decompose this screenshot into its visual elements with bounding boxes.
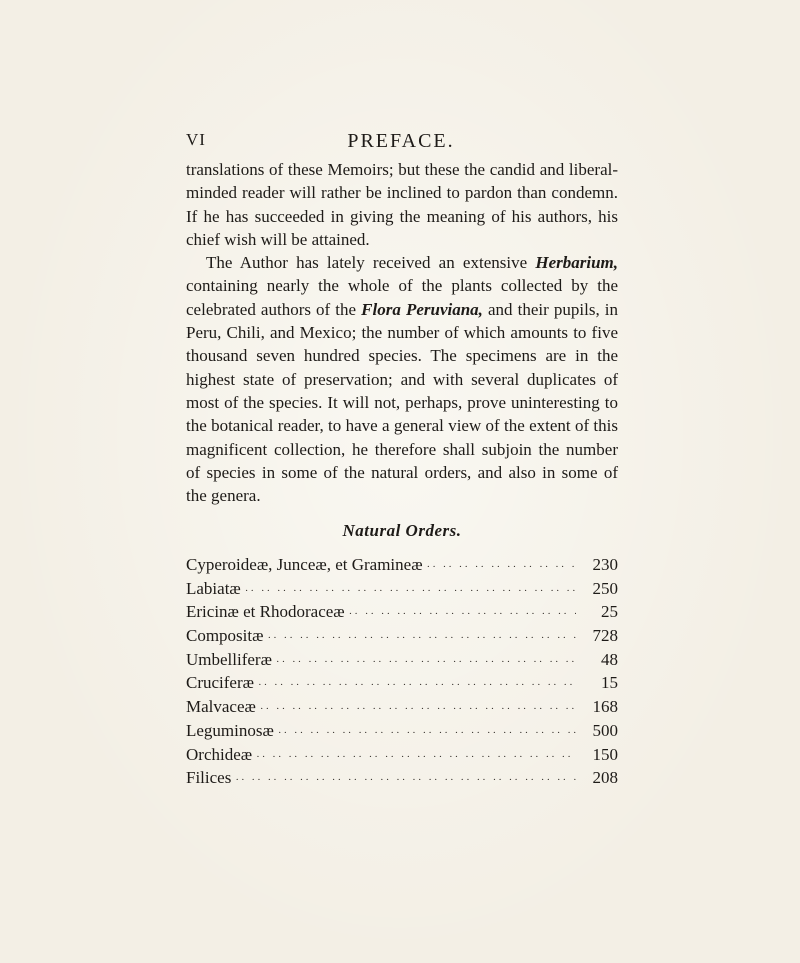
order-count: 728 (592, 626, 618, 646)
section-title: Natural Orders. (342, 521, 462, 540)
order-name: Filices (186, 768, 232, 788)
order-row (186, 648, 618, 672)
order-count: 230 (592, 555, 618, 574)
paragraph (186, 158, 618, 251)
italic-title: Flora Peruviana, (361, 299, 483, 319)
order-row (186, 743, 618, 767)
paragraph-text: containing nearly the whole of the plants collected by the celebrated authors of the (186, 276, 618, 319)
order-count: 168 (592, 697, 618, 717)
order-name: Malvaceæ (186, 697, 256, 717)
order-row (186, 695, 618, 719)
order-count: 250 (592, 578, 618, 598)
order-row (186, 577, 618, 601)
order-name: Cyperoideæ, Junceæ, et Gramineæ (186, 555, 423, 574)
order-count: 15 (601, 673, 618, 693)
natural-orders-list (186, 553, 618, 790)
order-count: 500 (592, 720, 618, 740)
page-header (186, 130, 616, 156)
order-name: Cruciferæ (186, 673, 254, 693)
paragraph-text: and their pupils, in Peru, Chili, and Mexico; the number of which amounts to five thousand seven hundred species. The specimens are in the highest state of preservation; and with several duplicates of most of the species. It will not, perhaps, prove uninteresting to the botanical reader, to have a general view of the extent of this magnificent collection, he therefore shall subjoin the number of species in some of the natural orders, and also in some of the genera. (186, 299, 619, 506)
paragraph (186, 251, 618, 507)
running-head: PREFACE. (347, 130, 455, 152)
body-text (186, 158, 618, 507)
italic-title: Herbarium, (535, 253, 618, 273)
order-name: Leguminosæ (186, 720, 274, 740)
order-name: Umbelliferæ (186, 649, 272, 669)
order-row (186, 600, 618, 624)
order-row (186, 719, 618, 743)
dot-leader (235, 769, 576, 793)
order-count: 25 (601, 602, 618, 622)
page-number: VI (186, 130, 206, 149)
order-count: 150 (592, 744, 618, 764)
order-name: Orchideæ (186, 744, 253, 764)
paragraph-text: translations of these Memoirs; but these the candid and liberal-minded reader will rather be inclined to pardon than condemn. If he has succeeded in giving the meaning of his authors, his chief wish will be attained. (186, 160, 618, 249)
order-row (186, 553, 618, 577)
order-row (186, 671, 618, 695)
order-name: Labiatæ (186, 578, 241, 598)
order-count: 48 (601, 649, 618, 669)
order-count: 208 (592, 768, 618, 788)
order-name: Compositæ (186, 626, 264, 646)
order-name: Ericinæ et Rhodoraceæ (186, 602, 345, 622)
order-row (186, 766, 618, 790)
order-row (186, 624, 618, 648)
paragraph-text: The Author has lately received an extensive (206, 253, 536, 273)
